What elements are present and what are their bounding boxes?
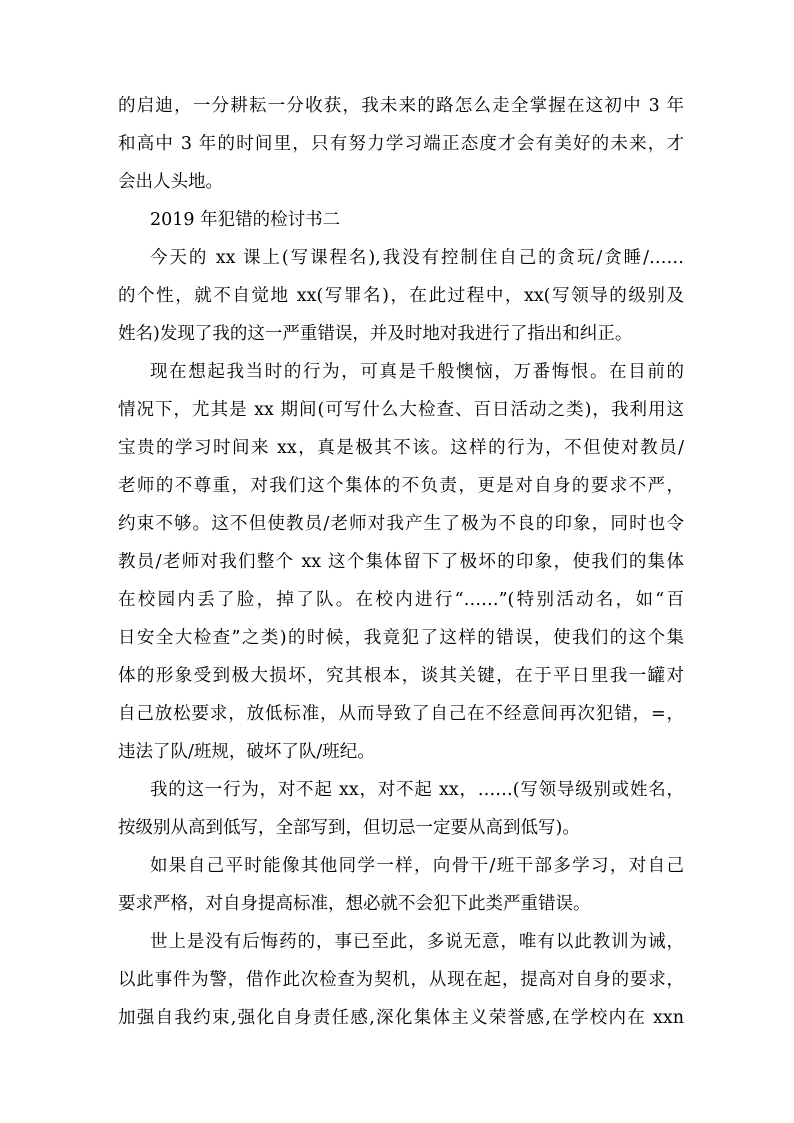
body-text-line: 约束不够。这不但使教员/老师对我产生了极为不良的印象，同时也令 xyxy=(118,514,684,534)
body-text-line: 要求严格，对自身提高标准，想必就不会犯下此类严重错误。 xyxy=(118,894,591,914)
body-text-line: 宝贵的学习时间来 xx，真是极其不该。这样的行为，不但使对教员/ xyxy=(118,438,684,458)
body-text-line: 加强自我约束,强化自身责任感,深化集体主义荣誉感,在学校内在 xxn xyxy=(118,1008,684,1028)
body-text-line: 世上是没有后悔药的，事已至此，多说无意，唯有以此教训为诫， xyxy=(150,932,684,952)
body-text-line: 的启迪，一分耕耘一分收获，我未来的路怎么走全掌握在这初中 3 年 xyxy=(118,96,684,116)
body-text-line: 现在想起我当时的行为，可真是千般懊恼，万番悔恨。在目前的 xyxy=(150,362,684,382)
body-text-line: 姓名)发现了我的这一严重错误，并及时地对我进行了指出和纠正。 xyxy=(118,324,633,344)
body-text-line: 在校园内丢了脸，掉了队。在校内进行“……”(特别活动名，如“百 xyxy=(118,590,684,610)
body-text-line: 今天的 xx 课上(写课程名),我没有控制住自己的贪玩/贪睡/…… xyxy=(150,248,684,268)
body-text-line: 以此事件为警，借作此次检查为契机，从现在起，提高对自身的要求， xyxy=(118,970,684,990)
body-text-line: 教员/老师对我们整个 xx 这个集体留下了极坏的印象，使我们的集体 xyxy=(118,552,684,572)
body-text-line: 我的这一行为，对不起 xx，对不起 xx，……(写领导级别或姓名， xyxy=(150,780,684,800)
body-text-line: 日安全大检查”之类)的时候，我竟犯了这样的错误，使我们的这个集 xyxy=(118,628,684,648)
body-text-line: 体的形象受到极大损坏，究其根本，谈其关键，在于平日里我一罐对 xyxy=(118,666,684,686)
body-text-line: 如果自己平时能像其他同学一样，向骨干/班干部多学习，对自己 xyxy=(150,856,684,876)
section-title: 2019 年犯错的检讨书二 xyxy=(150,210,341,230)
body-text-line: 违法了队/班规，破坏了队/班纪。 xyxy=(118,742,375,762)
body-text-line: 老师的不尊重，对我们这个集体的不负责，更是对自身的要求不严， xyxy=(118,476,684,496)
body-text-line: 情况下，尤其是 xx 期间(可写什么大检查、百日活动之类)，我利用这 xyxy=(118,400,684,420)
body-text-line: 会出人头地。 xyxy=(118,172,223,192)
body-text-line: 自己放松要求，放低标准，从而导致了自己在不经意间再次犯错，=， xyxy=(118,704,684,724)
body-text-line: 的个性，就不自觉地 xx(写罪名)，在此过程中，xx(写领导的级别及 xyxy=(118,286,684,306)
body-text-line: 按级别从高到低写，全部写到，但切忌一定要从高到低写)。 xyxy=(118,818,580,838)
body-text-line: 和高中 3 年的时间里，只有努力学习端正态度才会有美好的未来，才 xyxy=(118,134,684,154)
